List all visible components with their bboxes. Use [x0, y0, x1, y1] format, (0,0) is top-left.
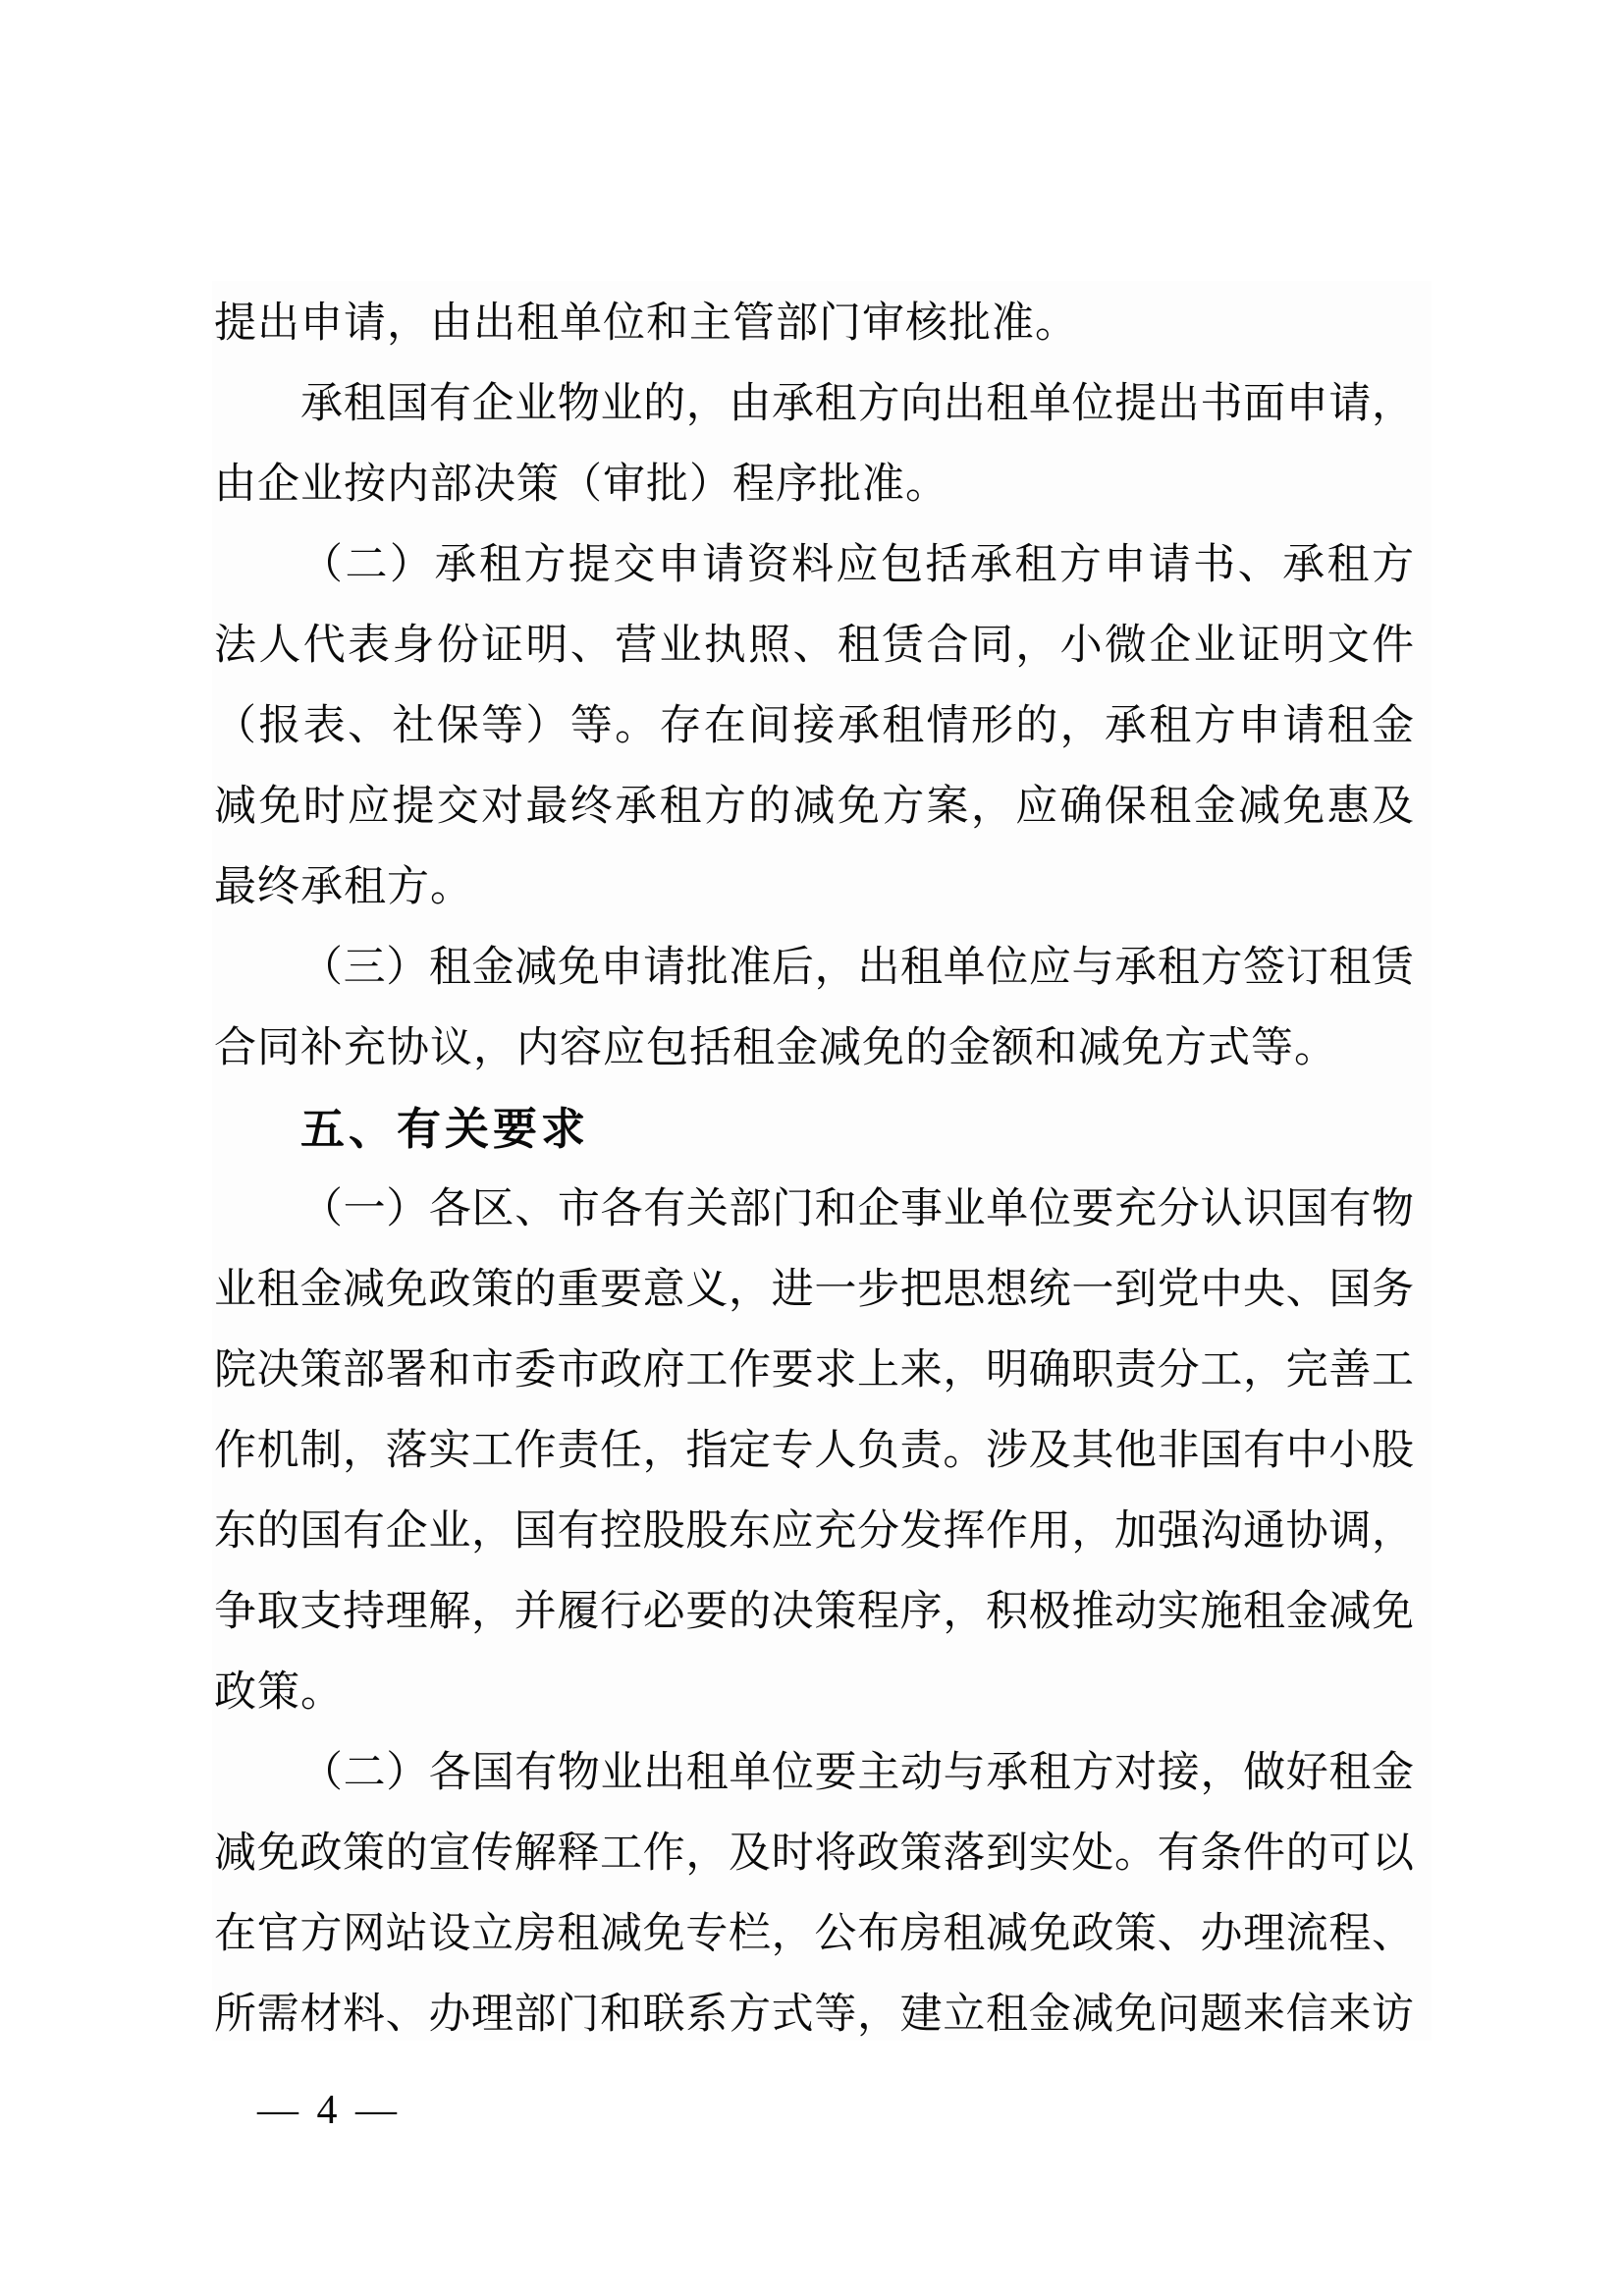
text-line: 提出申请，由出租单位和主管部门审核批准。	[214, 301, 1078, 347]
text-line: 政策。	[214, 1669, 344, 1716]
text-line: （三）租金减免申请批准后，出租单位应与承租方签订租赁	[300, 945, 1414, 991]
text-line: （二）承租方提交申请资料应包括承租方申请书、承租方	[300, 542, 1414, 588]
text-line: （一）各区、市各有关部门和企事业单位要充分认识国有物	[300, 1186, 1414, 1232]
text-line: （报表、社保等）等。存在间接承租情形的，承租方申请租金	[214, 703, 1414, 749]
text-line: 最终承租方。	[214, 864, 473, 910]
text-line: 由企业按内部决策（审批）程序批准。	[214, 462, 948, 508]
text-line: 承租国有企业物业的，由承租方向出租单位提出书面申请，	[300, 381, 1414, 427]
text-line: 法人代表身份证明、营业执照、租赁合同，小微企业证明文件	[214, 623, 1414, 669]
text-line: 作机制，落实工作责任，指定专人负责。涉及其他非国有中小股	[214, 1428, 1414, 1474]
text-line: 减免时应提交对最终承租方的减免方案，应确保租金减免惠及	[214, 784, 1414, 830]
text-line: 业租金减免政策的重要意义，进一步把思想统一到党中央、国务	[214, 1267, 1414, 1313]
text-line: 东的国有企业，国有控股股东应充分发挥作用，加强沟通协调，	[214, 1508, 1414, 1555]
text-line: 争取支持理解，并履行必要的决策程序，积极推动实施租金减免	[214, 1589, 1414, 1635]
text-line: （二）各国有物业出租单位要主动与承租方对接，做好租金	[300, 1750, 1414, 1796]
text-line: 所需材料、办理部门和联系方式等，建立租金减免问题来信来访	[214, 1992, 1414, 2038]
page-number: — 4 —	[257, 2088, 401, 2133]
document-body	[214, 284, 1414, 2055]
text-line: 在官方网站设立房租减免专栏，公布房租减免政策、办理流程、	[214, 1911, 1414, 1957]
text-line: 减免政策的宣传解释工作，及时将政策落到实处。有条件的可以	[214, 1831, 1414, 1877]
text-line: 院决策部署和市委市政府工作要求上来，明确职责分工，完善工	[214, 1347, 1414, 1394]
text-line: 合同补充协议，内容应包括租金减免的金额和减免方式等。	[214, 1025, 1337, 1071]
section-heading: 五、有关要求	[300, 1103, 590, 1155]
